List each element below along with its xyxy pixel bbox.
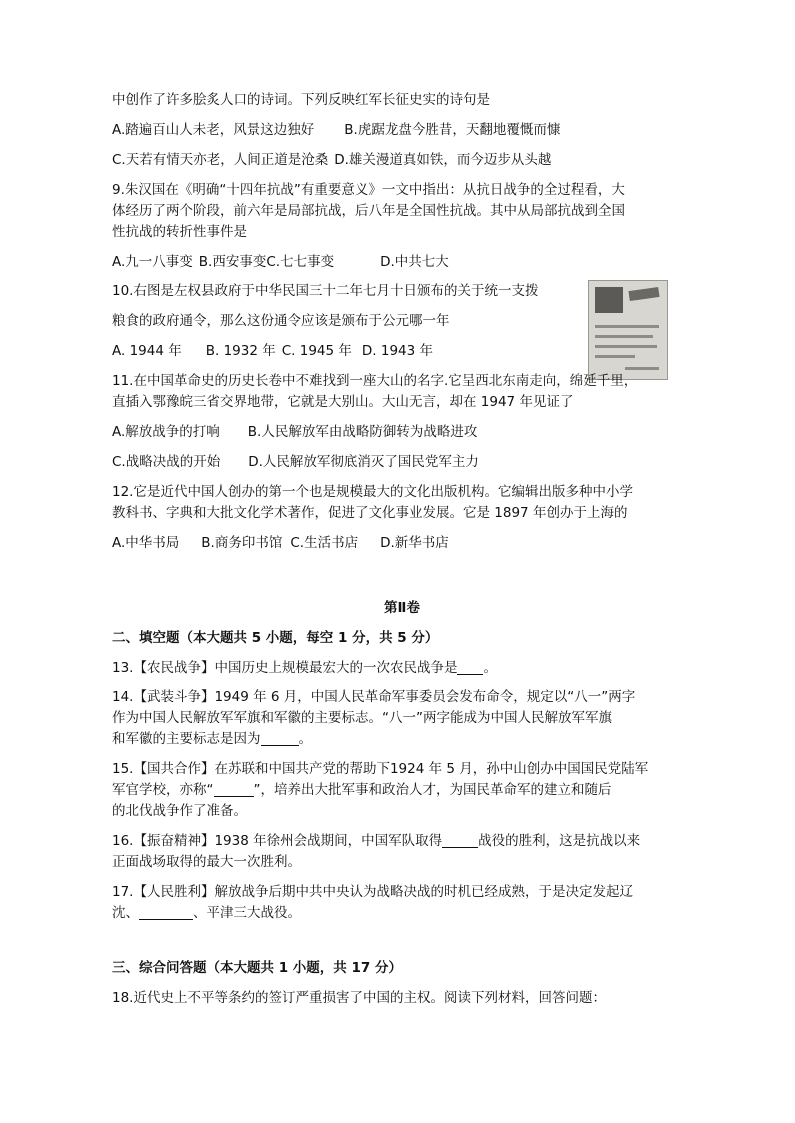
- q11-option-d[interactable]: D.人民解放军彻底消灭了国民党军主力: [248, 453, 479, 470]
- volume-2-title: 第Ⅱ卷: [384, 599, 420, 616]
- q16-text-a: 16.【振奋精神】1938 年徐州会战期间，中国军队取得: [112, 832, 443, 849]
- q12-option-c[interactable]: C.生活书店: [290, 534, 359, 551]
- q17-text-a: 沈、: [112, 904, 139, 921]
- q16-line2: 正面战场取得的最大一次胜利。: [112, 853, 301, 870]
- q15-text-a: 军官学校，亦称“: [112, 782, 214, 799]
- q18-stem: 18.近代史上不平等条约的签订严重损害了中国的主权。阅读下列材料，回答问题：: [112, 989, 606, 1006]
- q11-stem-line1: 11.在中国革命史的历史长卷中不难找到一座大山的名字.它呈西北东南走向，绵延千里，: [112, 373, 638, 390]
- q15-line3: 的北伐战争作了准备。: [112, 803, 247, 820]
- q10-option-a[interactable]: A. 1944 年: [112, 343, 182, 360]
- q15-line2: [112, 780, 692, 801]
- q12-options: [112, 533, 692, 554]
- q9-option-a[interactable]: A.九一八事变: [112, 253, 193, 270]
- fill-in-section-heading: 二、填空题（本大题共 5 小题，每空 1 分，共 5 分）: [112, 629, 439, 646]
- q9-options: [112, 252, 692, 273]
- q17-line1: 17.【人民胜利】解放战争后期中共中央认为战略决战的时机已经成熟，于是决定发起辽: [112, 883, 633, 900]
- q8-stem-tail: 中创作了许多脍炙人口的诗词。下列反映红军长征史实的诗句是: [112, 92, 490, 108]
- q12-option-b[interactable]: B.商务印书馆: [201, 534, 283, 551]
- q11-option-a[interactable]: A.解放战争的打响: [112, 424, 220, 441]
- q15-answer-blank[interactable]: [214, 783, 254, 798]
- q11-option-b[interactable]: B.人民解放军由战略防御转为战略进攻: [247, 424, 478, 441]
- q14-line1: 14.【武装斗争】1949 年 6 月，中国人民革命军事委员会发布命令，规定以“八一”两字: [112, 689, 636, 706]
- q9-stem-line3: 性抗战的转折性事件是: [112, 223, 247, 240]
- q10-option-b[interactable]: B. 1932 年: [205, 343, 276, 360]
- q13-end: 。: [483, 659, 497, 676]
- q14-answer-blank[interactable]: [261, 732, 299, 747]
- q8-option-c[interactable]: C.天若有情天亦老，人间正道是沧桑: [112, 151, 329, 168]
- q16-text-b: 战役的胜利，这是抗战以来: [478, 832, 641, 849]
- essay-section-heading: 三、综合问答题（本大题共 1 小题，共 17 分）: [112, 959, 402, 976]
- q11-options-row1: [112, 422, 692, 443]
- q11-stem-line2: 直插入鄂豫皖三省交界地带，它就是大别山。大山无言，却在 1947 年见证了: [112, 394, 574, 411]
- q9-option-b[interactable]: B.西安事变: [198, 253, 267, 270]
- q9-stem-line1: 9.朱汉国在《明确“十四年抗战”有重要意义》一文中指出：从抗日战争的全过程看，大: [112, 181, 625, 198]
- q11-option-c[interactable]: C.战略决战的开始: [112, 453, 221, 470]
- q8-options-row2: [112, 150, 692, 171]
- q16-line1: [112, 831, 692, 852]
- q13-text: 13.【农民战争】中国历史上规模最宏大的一次农民战争是: [112, 659, 458, 676]
- q9-option-d[interactable]: D.中共七大: [380, 253, 449, 270]
- q12-stem-line1: 12.它是近代中国人创办的第一个也是规模最大的文化出版机构。它编辑出版多种中小学: [112, 483, 633, 500]
- q17-text-b: 、平津三大战役。: [193, 904, 301, 921]
- q8-options-row1: [112, 120, 692, 141]
- q8-option-b[interactable]: B.虎踞龙盘今胜昔，天翻地覆慨而慷: [344, 121, 561, 138]
- q9-option-c[interactable]: C.七七事变: [266, 253, 335, 270]
- q11-options-row2: [112, 452, 692, 473]
- q14-line2: 作为中国人民解放军军旗和军徽的主要标志。“八一”两字能成为中国人民解放军军旗: [112, 710, 612, 727]
- q10-option-d[interactable]: D. 1943 年: [361, 343, 434, 360]
- q15-line1: 15.【国共合作】在苏联和中国共产党的帮助下1924 年 5 月，孙中山创办中国国民党陆军: [112, 761, 649, 778]
- q10-stem-line2: 粮食的政府通令，那么这份通令应该是颁布于公元哪一年: [112, 313, 450, 330]
- q14-text: 和军徽的主要标志是因为: [112, 731, 261, 748]
- exam-page: [112, 90, 692, 1009]
- q17-answer-blank[interactable]: [139, 905, 193, 920]
- q17-line2: [112, 903, 692, 924]
- q14-line3: [112, 729, 692, 750]
- q12-option-a[interactable]: A.中华书局: [112, 534, 180, 551]
- q14-end: 。: [298, 731, 312, 748]
- q8-option-d[interactable]: D.雄关漫道真如铁，而今迈步从头越: [334, 151, 552, 168]
- q16-answer-blank[interactable]: [442, 833, 478, 848]
- q8-option-a[interactable]: A.踏遍百山人未老，风景这边独好: [112, 121, 315, 138]
- q15-text-b: ”，培养出大批军事和政治人才，为国民革命军的建立和随后: [253, 782, 612, 799]
- q10-option-c[interactable]: C. 1945 年: [281, 343, 352, 360]
- q13: [112, 658, 692, 679]
- q10-stem-line1: 10.右图是左权县政府于中华民国三十二年七月十日颁布的关于统一支拨: [112, 283, 539, 300]
- q13-answer-blank[interactable]: [457, 660, 483, 675]
- q9-stem-line2: 体经历了两个阶段，前六年是局部抗战，后八年是全国性抗战。其中从局部抗战到全国: [112, 202, 625, 219]
- q12-stem-line2: 教科书、字典和大批文化学术著作，促进了文化事业发展。它是 1897 年创办于上海的: [112, 504, 628, 521]
- q12-option-d[interactable]: D.新华书店: [380, 534, 449, 551]
- q10-options: [112, 341, 582, 362]
